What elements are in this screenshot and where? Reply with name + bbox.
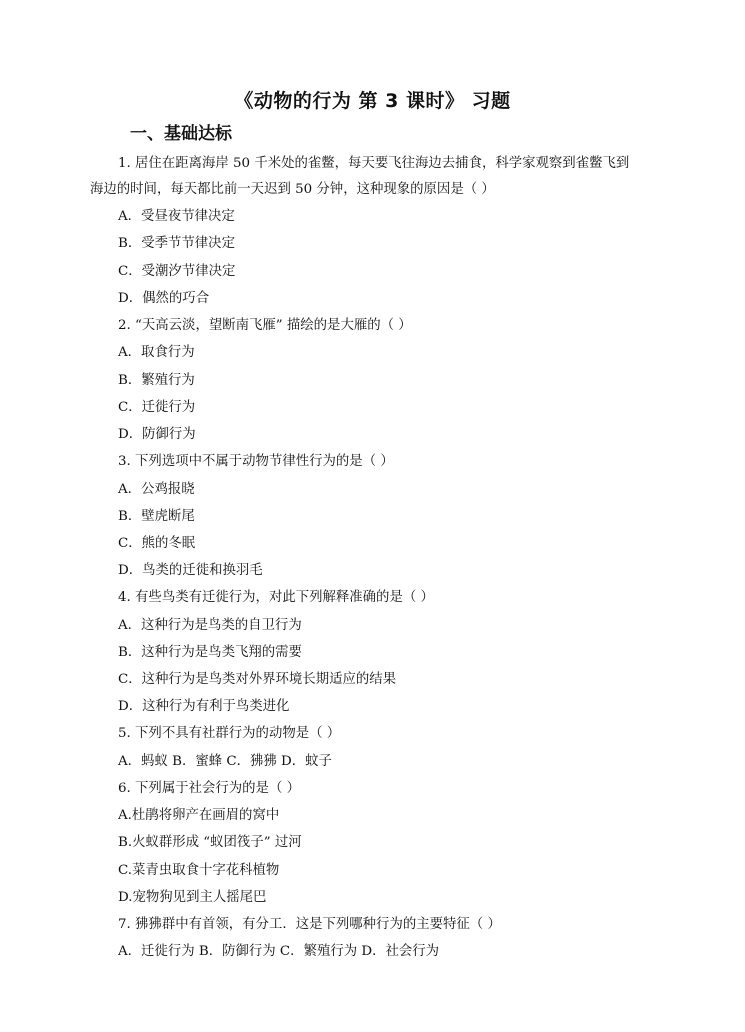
- option-line: C．熊的冬眠: [118, 536, 196, 551]
- option-line: B．繁殖行为: [118, 373, 195, 388]
- option-line: B．这种行为是鸟类飞翔的需要: [118, 645, 302, 660]
- option-line: D.宠物狗见到主人摇尾巴: [118, 890, 267, 905]
- option-line: D．防御行为: [118, 427, 196, 442]
- question-1-line-1: 1. 居住在距离海岸 50 千米处的雀鳖，每天要飞往海边去捕食，科学家观察到雀鳖飞到: [118, 156, 630, 171]
- option-line: D．这种行为有利于鸟类进化: [118, 699, 290, 714]
- option-line: B.火蚁群形成 “蚁团筏子” 过河: [118, 835, 302, 850]
- option-line: A．受昼夜节律决定: [118, 209, 235, 224]
- question-5: 5. 下列不具有社群行为的动物是（ ）: [118, 726, 341, 741]
- question-1-line-2: 海边的时间，每天都比前一天迟到 50 分钟，这种现象的原因是（ ）: [90, 182, 495, 197]
- option-line: C.菜青虫取食十字花科植物: [118, 863, 280, 878]
- section-heading: 一、基础达标: [130, 124, 232, 144]
- option-line: A．公鸡报晓: [118, 482, 195, 497]
- option-line: C．受潮汐节律决定: [118, 264, 236, 279]
- option-line: B．受季节节律决定: [118, 236, 235, 251]
- option-line: A．迁徙行为 B．防御行为 C．繁殖行为 D．社会行为: [118, 944, 440, 959]
- question-2: 2. “天高云淡，望断南飞雁” 描绘的是大雁的（ ）: [118, 318, 412, 333]
- option-line: A.杜鹃将卵产在画眉的窝中: [118, 808, 280, 823]
- question-7: 7. 狒狒群中有首领，有分工．这是下列哪种行为的主要特征（ ）: [118, 917, 501, 932]
- question-4: 4. 有些鸟类有迁徙行为，对此下列解释准确的是（ ）: [118, 590, 434, 605]
- option-line: A．这种行为是鸟类的自卫行为: [118, 618, 302, 633]
- option-line: A．蚂蚁 B．蜜蜂 C．狒狒 D．蚊子: [118, 754, 332, 769]
- question-6: 6. 下列属于社会行为的是（ ）: [118, 781, 300, 796]
- option-line: B．壁虎断尾: [118, 509, 195, 524]
- option-line: C．这种行为是鸟类对外界环境长期适应的结果: [118, 672, 397, 687]
- option-line: C．迁徙行为: [118, 400, 196, 415]
- option-line: D．鸟类的迁徙和换羽毛: [118, 563, 263, 578]
- page-title: 《动物的行为 第 3 课时》 习题: [234, 90, 511, 112]
- option-line: A．取食行为: [118, 345, 195, 360]
- question-3: 3. 下列选项中不属于动物节律性行为的是（ ）: [118, 454, 394, 469]
- option-line: D．偶然的巧合: [118, 291, 210, 306]
